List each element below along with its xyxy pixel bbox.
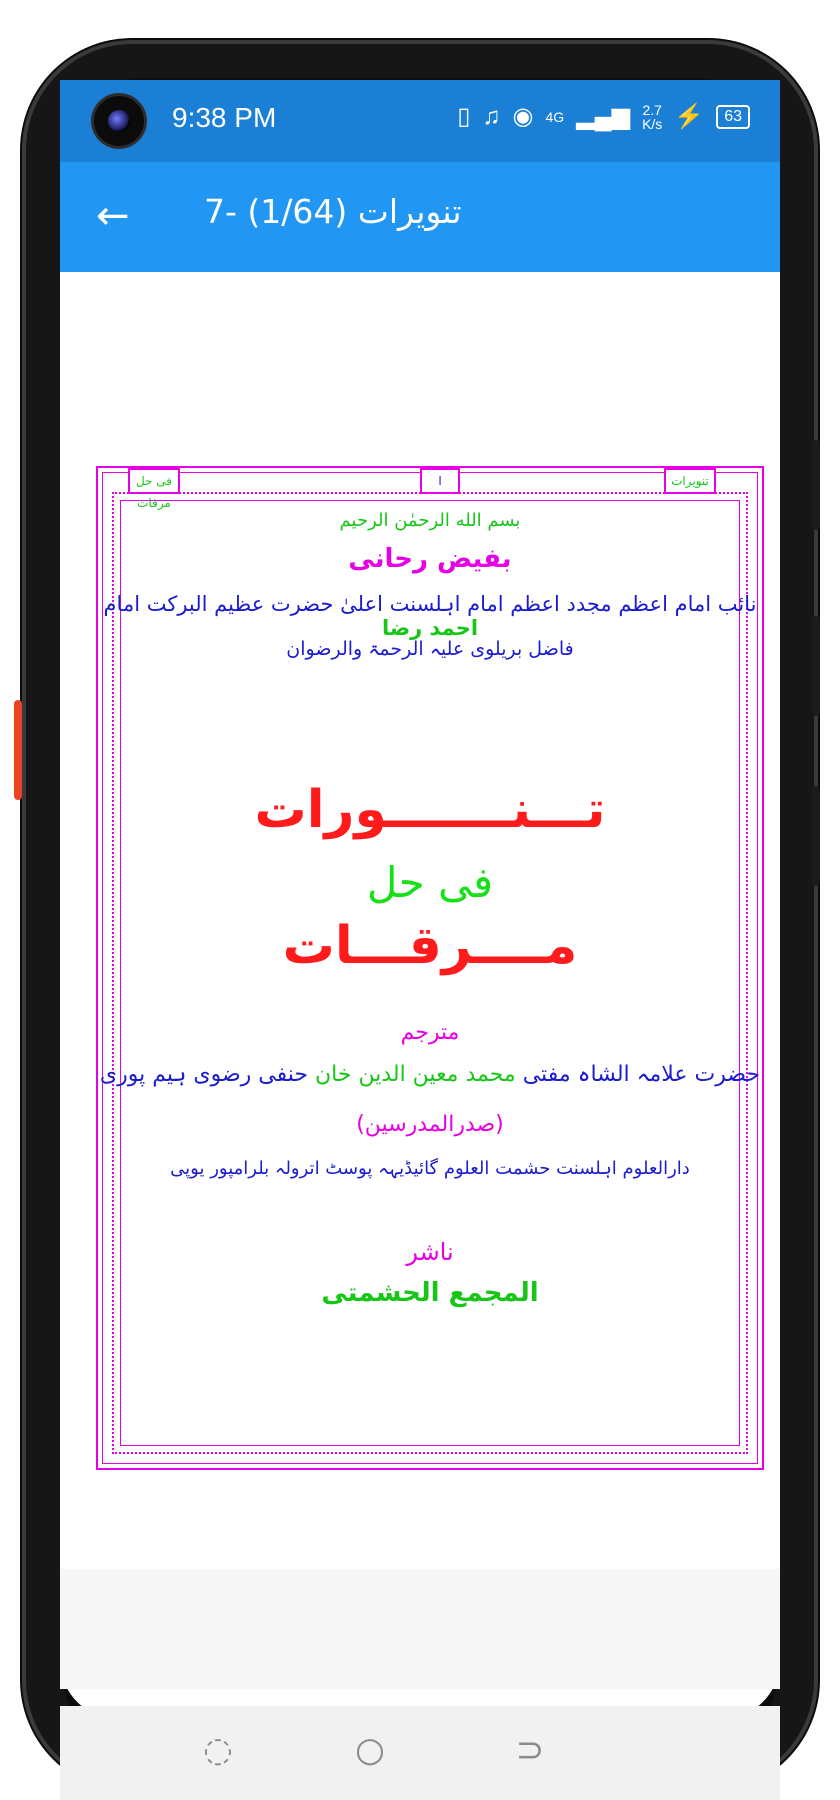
screen [60, 80, 780, 1770]
sadr-line: (صدرالمدرسین) [356, 1112, 504, 1137]
bismillah: بسم الله الرحمٰن الرحیم [339, 510, 521, 531]
book-title-2: فی حل [366, 858, 494, 907]
circle-home-icon[interactable]: ○ [355, 1730, 385, 1770]
status-bar [60, 80, 780, 162]
system-nav-bar [60, 1706, 780, 1800]
power-button [812, 786, 820, 886]
translator-line: حضرت علامہ الشاہ مفتی محمد معین الدین خان حنفی رضوی ہیم پوری [99, 1062, 761, 1087]
lower-blank-area [60, 1569, 780, 1689]
back-arrow-icon[interactable]: ← [96, 193, 130, 239]
app-bar [60, 162, 780, 272]
document-viewer[interactable] [60, 272, 780, 1572]
side-accent-button [14, 700, 22, 800]
back-nav-icon[interactable]: ⊃ [515, 1730, 545, 1770]
front-camera [94, 96, 144, 146]
book-title-1: تـــنـــــــورات [254, 780, 606, 840]
headphones-icon: ♫ [482, 102, 501, 130]
publisher-name: المجمع الحشمتی [321, 1278, 539, 1308]
volume-button-2 [812, 616, 820, 716]
battery-level: 63 [716, 105, 750, 129]
hotspot-icon: ◉ [512, 103, 534, 130]
status-icons [457, 102, 750, 131]
book-page [96, 466, 764, 1470]
book-title-3: مــــرقـــات [282, 916, 578, 976]
bafaiz-rahani: بفیض رحانی [348, 544, 512, 574]
translator-name: محمد معین الدین خان [315, 1062, 516, 1087]
network-speed: 2.7 K/s [642, 101, 663, 132]
signal-icon: ▂▄▆ [576, 103, 631, 130]
vibrate-icon: ▯ [457, 103, 471, 130]
header-tab-center: ا [420, 468, 460, 494]
address-line: دارالعلوم اہلسنت حشمت العلوم گائیڈیہہ پوسٹ اترولہ بلرامپور یوپی [170, 1158, 690, 1179]
nashir-label: ناشر [406, 1238, 454, 1266]
header-tab-left: فی حل مرقات [128, 468, 180, 494]
status-time: 9:38 PM [172, 102, 277, 133]
dedication-highlight: احمد رضا [381, 616, 479, 640]
volume-button [812, 440, 820, 530]
mutarjim-label: مترجم [400, 1020, 460, 1045]
recents-icon[interactable]: ◌ [203, 1730, 233, 1770]
header-tab-right: تنویرات [664, 468, 716, 494]
page-title: 7- تنویرات (1/64) [204, 192, 462, 231]
dedication-line-2: فاضل بریلوی علیہ الرحمۃ والرضوان [286, 638, 574, 660]
dedication-line: نائب امام اعظم مجدد اعظم امام اہلسنت اعلیٰ حضرت عظیم البرکت امام احمد رضا [103, 592, 757, 640]
charging-icon: ⚡ [674, 103, 705, 130]
network-label: 4G [545, 108, 565, 125]
